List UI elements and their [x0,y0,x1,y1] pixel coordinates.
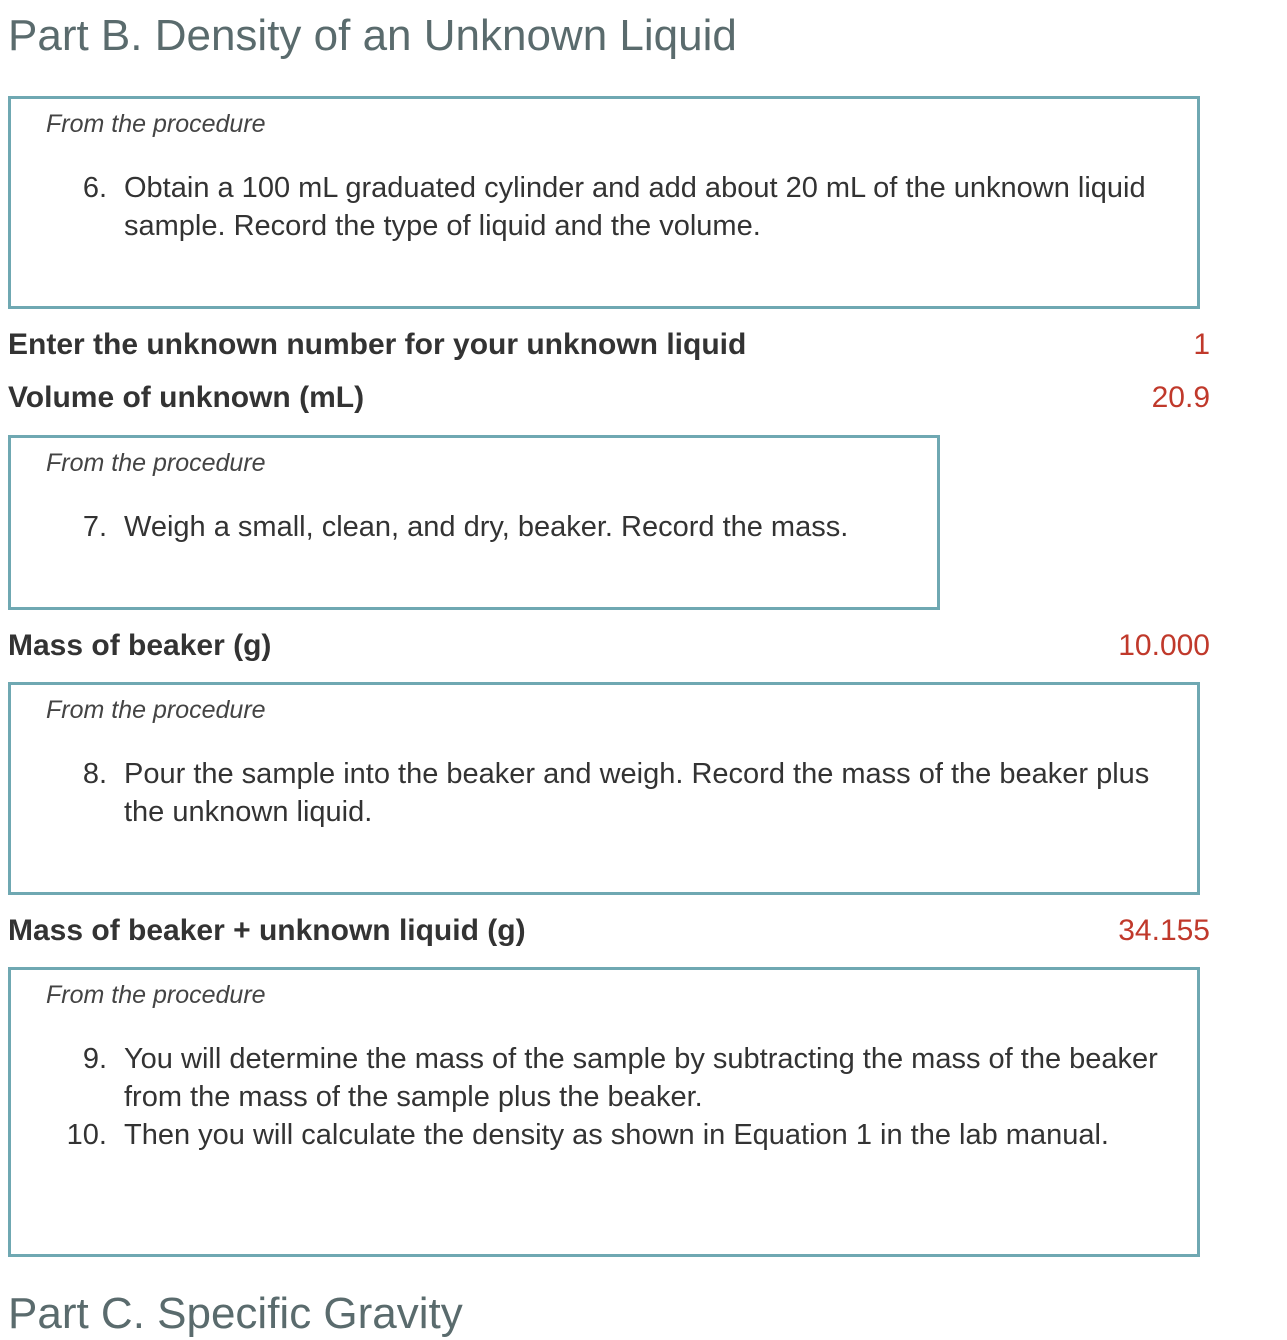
part-b-title: Part B. Density of an Unknown Liquid [8,11,737,60]
procedure-label: From the procedure [46,696,266,724]
procedure-steps [11,508,917,546]
step-number: 10. [66,1119,107,1151]
procedure-step [11,508,917,546]
procedure-box-step-8 [8,682,1200,895]
mass-beaker-label: Mass of beaker (g) [8,629,272,662]
mass-beaker-liquid-row [8,911,1210,951]
step-number: 6. [82,172,107,204]
volume-row [8,378,1210,418]
step-text: Weigh a small, clean, and dry, beaker. Record the mass. [124,511,849,543]
mass-beaker-row [8,626,1210,666]
volume-label: Volume of unknown (mL) [8,381,365,414]
procedure-step [11,1116,1177,1154]
step-number: 7. [82,511,107,543]
procedure-box-steps-9-10 [8,967,1200,1257]
procedure-label: From the procedure [46,110,266,138]
step-text: Pour the sample into the beaker and weigh. Record the mass of the beaker plus the unknown liquid. [124,758,1150,828]
procedure-steps [11,169,1177,245]
unknown-number-row [8,325,1210,365]
procedure-steps [11,1040,1177,1154]
part-c-title: Part C. Specific Gravity [8,1289,463,1338]
step-text: Then you will calculate the density as shown in Equation 1 in the lab manual. [124,1119,1109,1151]
procedure-step [11,1040,1177,1116]
procedure-label: From the procedure [46,449,266,477]
procedure-steps [11,755,1177,831]
step-text: Obtain a 100 mL graduated cylinder and add about 20 mL of the unknown liquid sample. Record the type of liquid and the volume. [124,172,1146,242]
mass-beaker-value[interactable]: 10.000 [1118,629,1210,662]
procedure-box-step-7 [8,435,940,610]
step-number: 9. [82,1043,107,1075]
step-text: You will determine the mass of the sample by subtracting the mass of the beaker from the mass of the sample plus the beaker. [124,1043,1158,1113]
mass-beaker-liquid-value[interactable]: 34.155 [1118,914,1210,947]
procedure-label: From the procedure [46,981,266,1009]
step-number: 8. [82,758,107,790]
procedure-box-step-6 [8,96,1200,309]
procedure-step [11,755,1177,831]
volume-value[interactable]: 20.9 [1151,381,1210,414]
unknown-number-label: Enter the unknown number for your unknown liquid [8,328,747,361]
unknown-number-value[interactable]: 1 [1193,328,1210,361]
procedure-step [11,169,1177,245]
mass-beaker-liquid-label: Mass of beaker + unknown liquid (g) [8,914,526,947]
